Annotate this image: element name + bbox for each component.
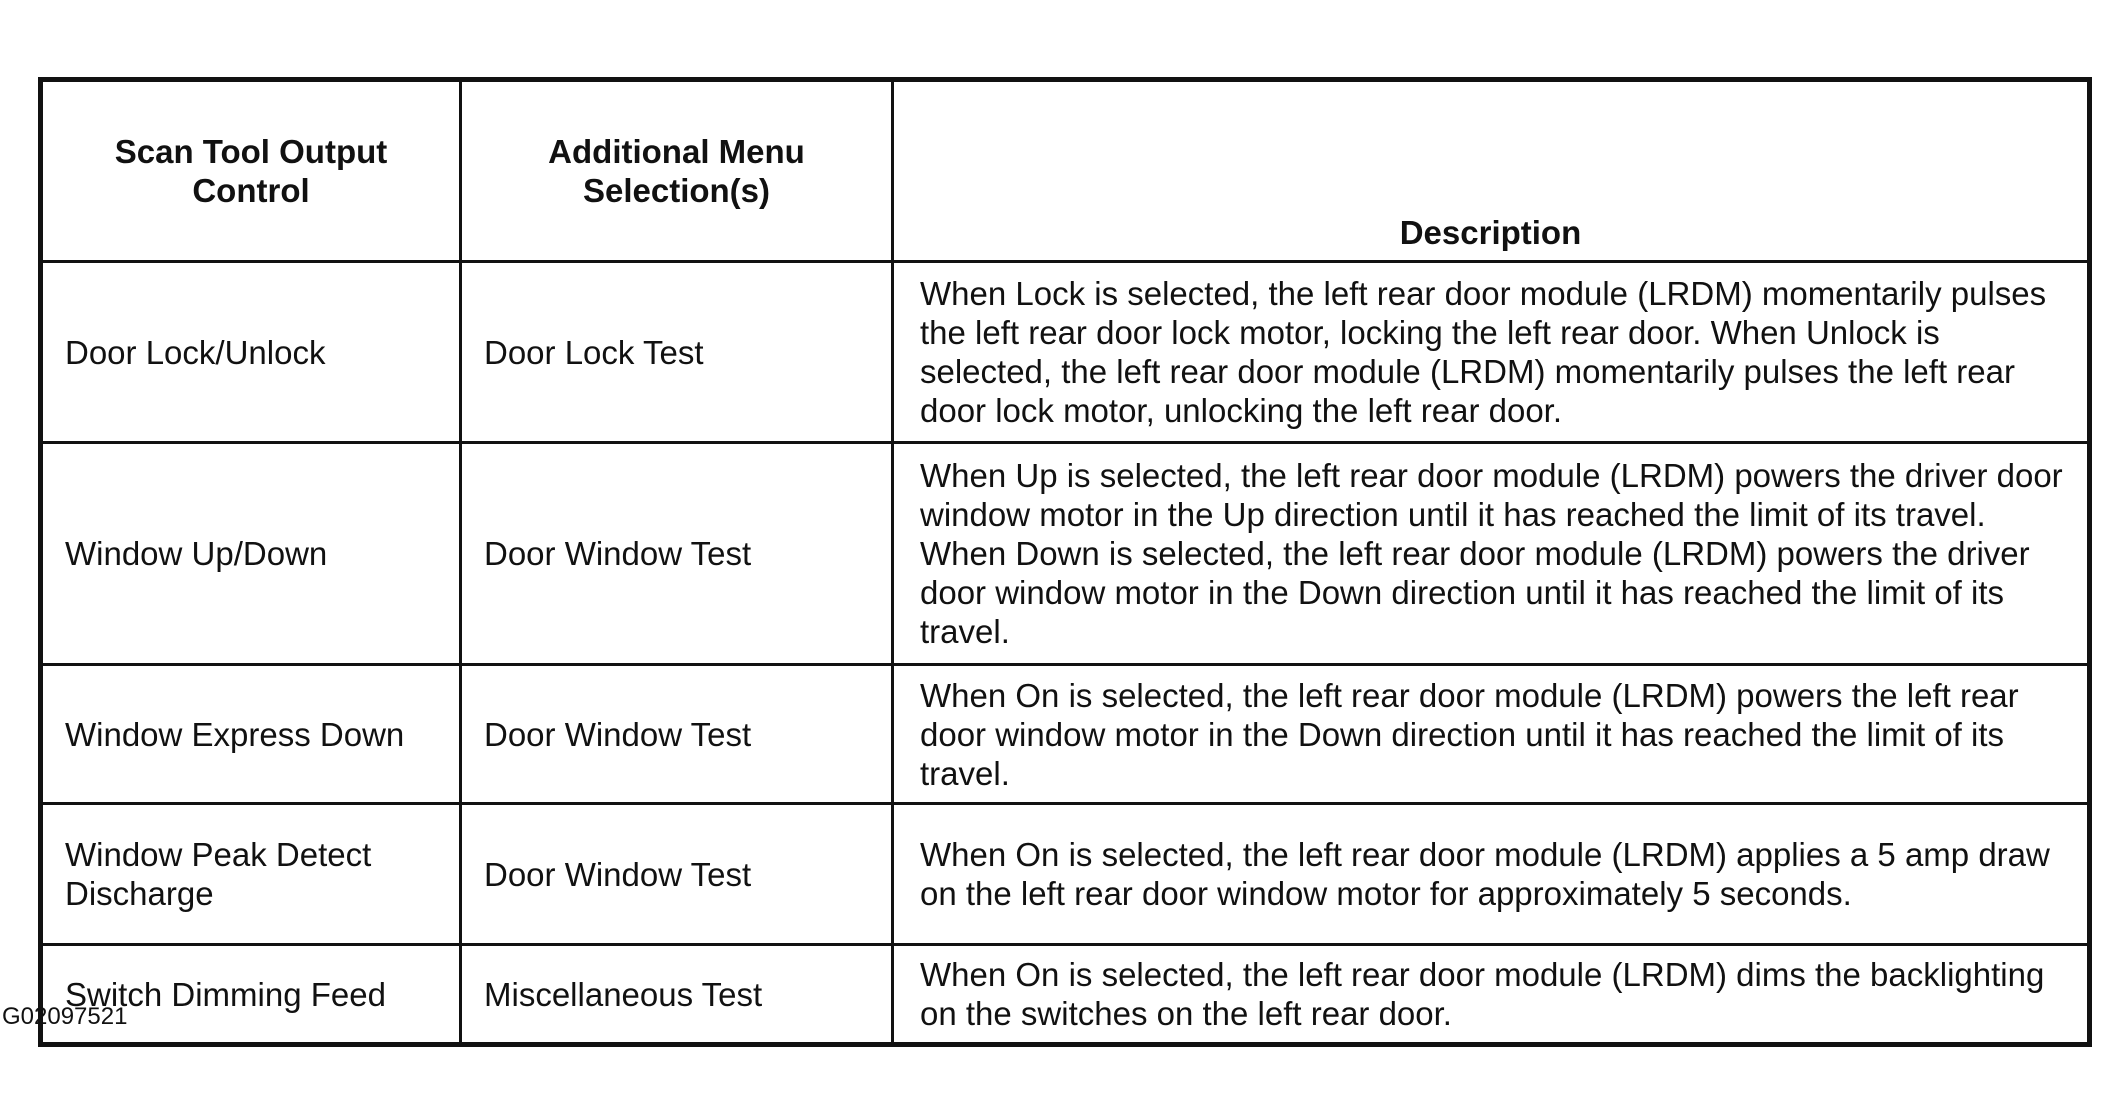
output-control-cell: Door Lock/Unlock [41, 262, 461, 443]
description-cell: When Lock is selected, the left rear door module (LRDM) momentarily pulses the left rear door lock motor, locking the left rear door. When Unlock is selected, the left rear door module (LRDM) momentarily pulses the left rear door lock motor, unlocking the left rear door. [893, 262, 2090, 443]
table-row [41, 443, 2090, 665]
description-cell: When On is selected, the left rear door module (LRDM) applies a 5 amp draw on the left rear door window motor for approximately 5 seconds. [893, 804, 2090, 945]
header-description: Description [893, 80, 2090, 262]
output-control-cell: Window Up/Down [41, 443, 461, 665]
output-control-cell: Switch Dimming Feed [41, 945, 461, 1045]
output-control-table [38, 77, 2092, 1047]
menu-selection-cell: Door Window Test [461, 665, 893, 804]
header-additional-menu-selections: Additional Menu Selection(s) [461, 80, 893, 262]
table-row [41, 262, 2090, 443]
table-header-row [41, 80, 2090, 262]
menu-selection-cell: Door Window Test [461, 804, 893, 945]
output-control-cell: Window Peak Detect Discharge [41, 804, 461, 945]
menu-selection-cell: Miscellaneous Test [461, 945, 893, 1045]
table-row [41, 945, 2090, 1045]
description-cell: When On is selected, the left rear door module (LRDM) dims the backlighting on the switches on the left rear door. [893, 945, 2090, 1045]
output-control-cell: Window Express Down [41, 665, 461, 804]
table-row [41, 665, 2090, 804]
table-row [41, 804, 2090, 945]
menu-selection-cell: Door Lock Test [461, 262, 893, 443]
description-cell: When Up is selected, the left rear door module (LRDM) powers the driver door window motor in the Up direction until it has reached the limit of its travel. When Down is selected, the left rear door module (LRDM) powers the driver door window motor in the Down direction until it has reached the limit of its travel. [893, 443, 2090, 665]
figure-id: G02097521 [2, 1003, 128, 1030]
description-cell: When On is selected, the left rear door module (LRDM) powers the left rear door window motor in the Down direction until it has reached the limit of its travel. [893, 665, 2090, 804]
header-scan-tool-output-control: Scan Tool Output Control [41, 80, 461, 262]
menu-selection-cell: Door Window Test [461, 443, 893, 665]
